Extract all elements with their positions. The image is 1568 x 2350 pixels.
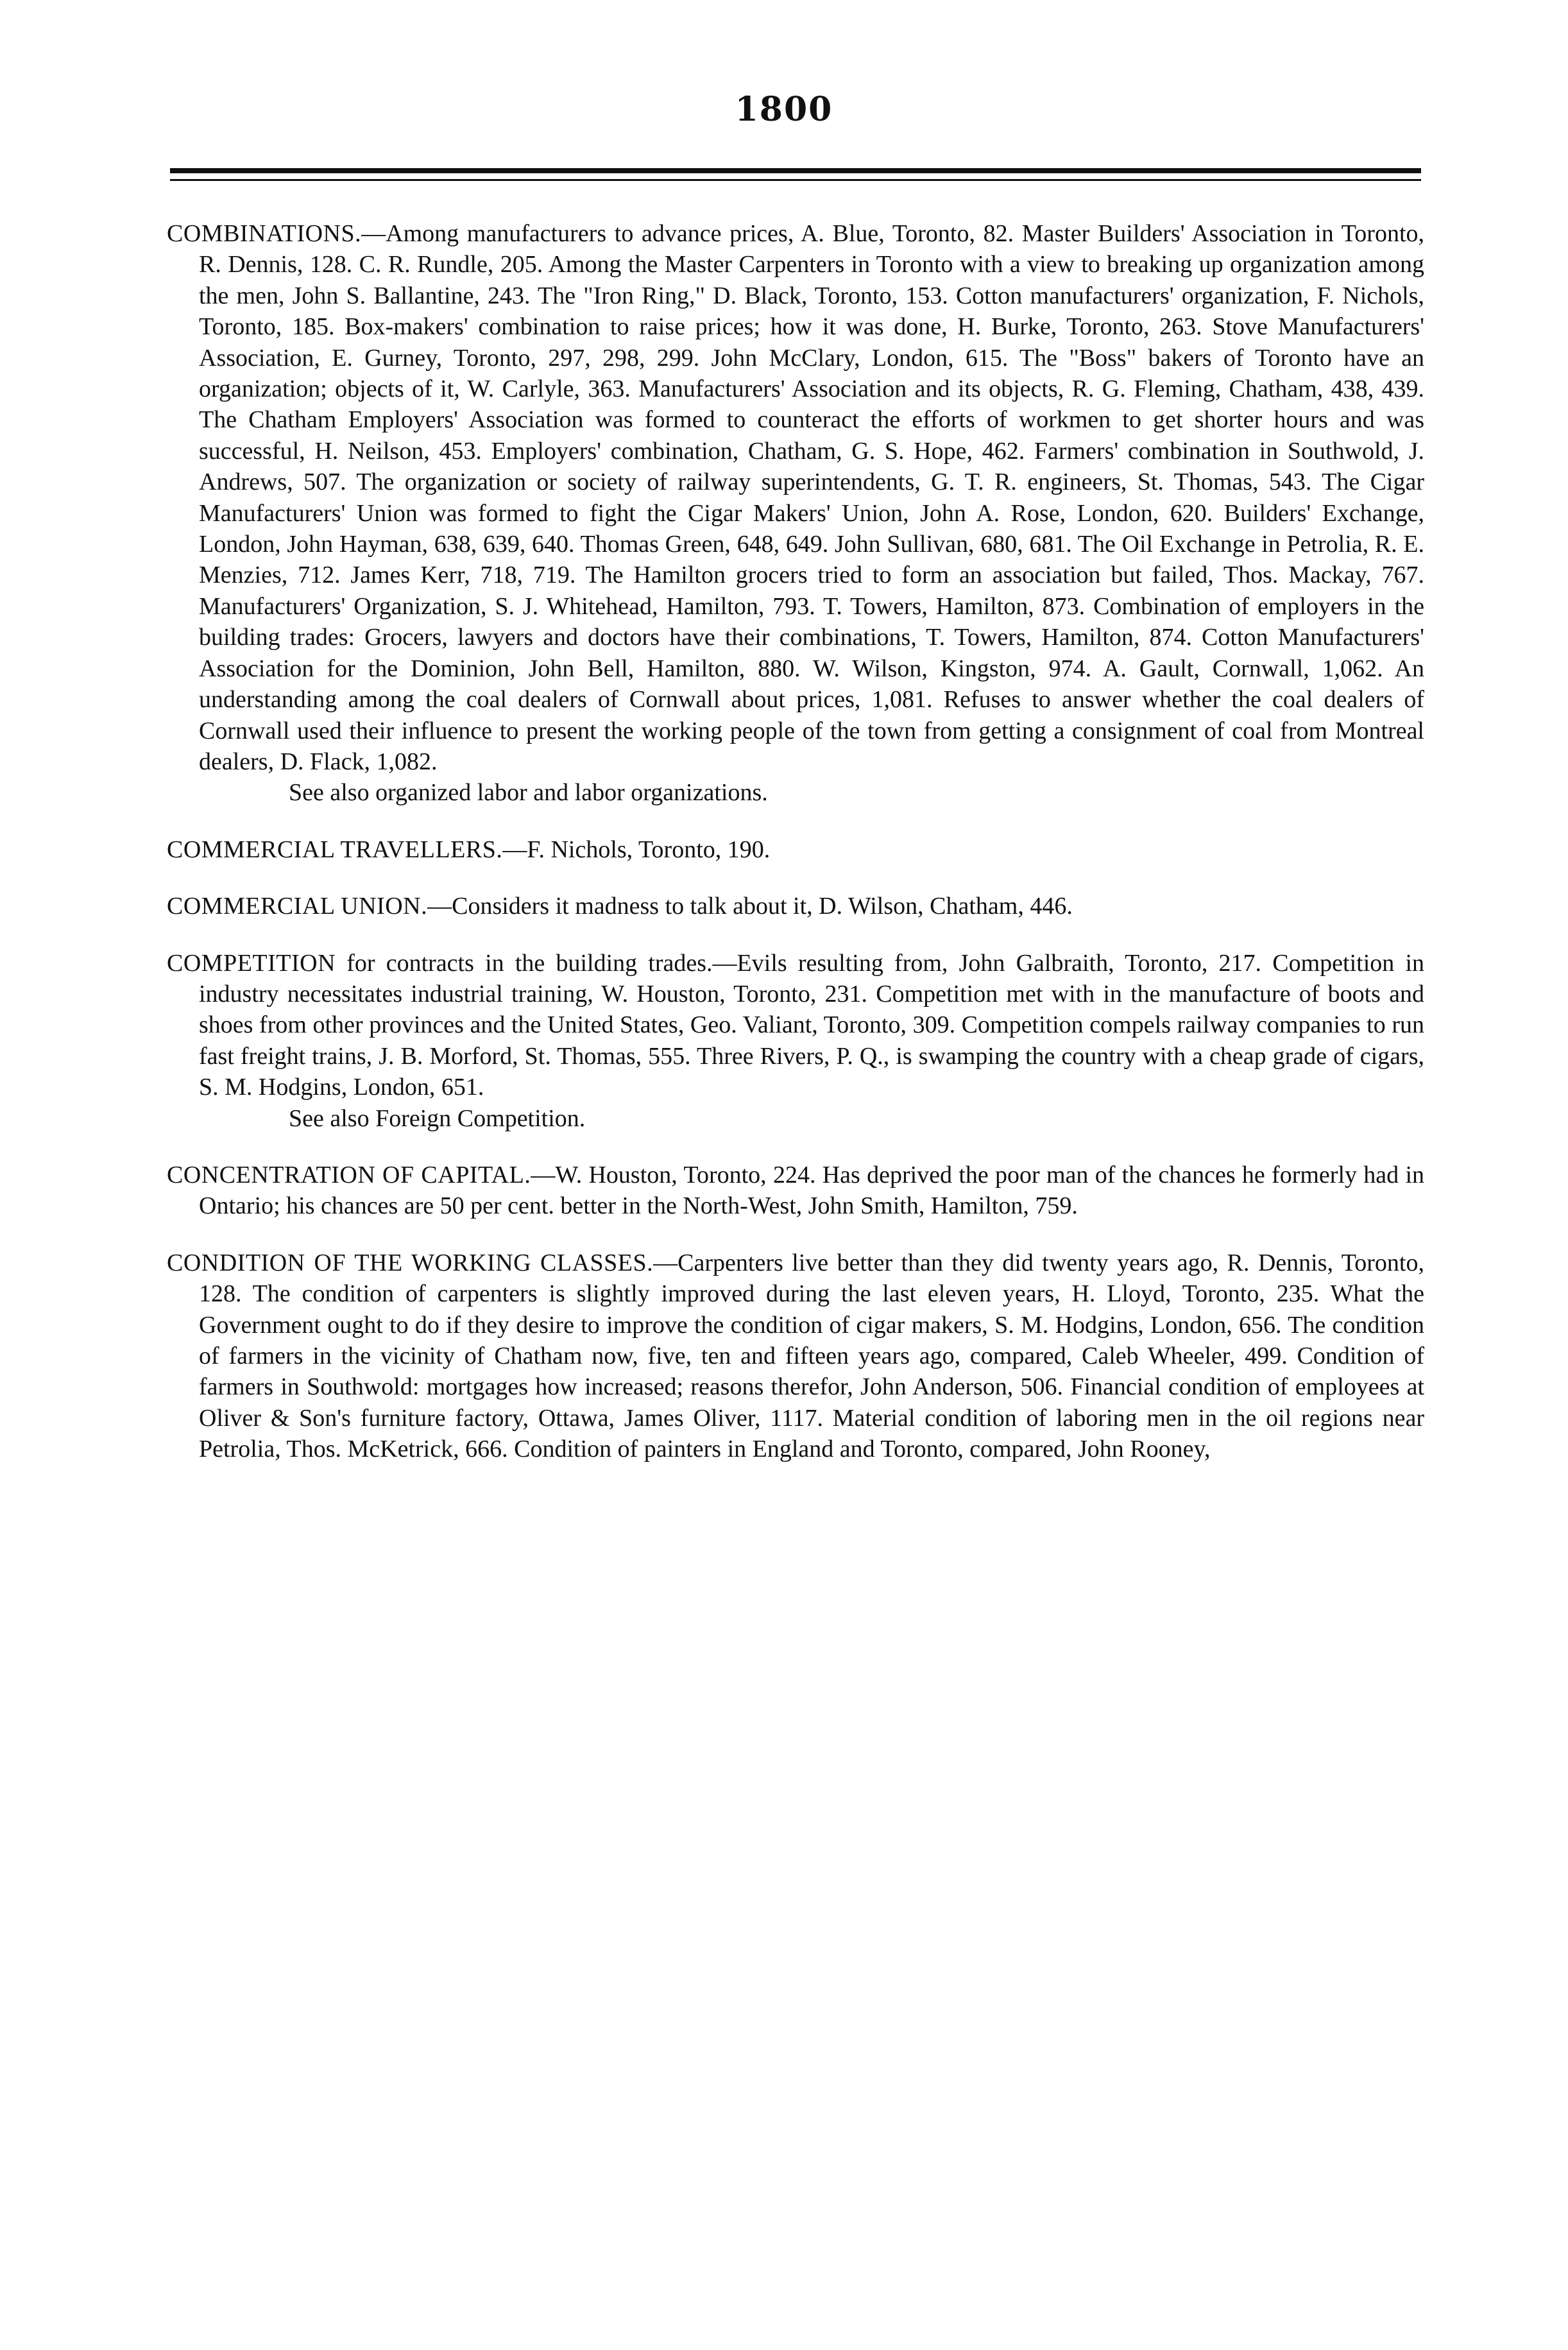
entry-heading: CONDITION OF THE WORKING CLASSES. [167, 1249, 654, 1276]
entry-concentration-of-capital [167, 1160, 1424, 1222]
entry-competition [167, 948, 1424, 1134]
entry-text: —W. Houston, Toronto, 224. Has deprived the poor man of the chances he formerly had in Ontario; his chances are 50 per cent. better in the North-West, John Smith, Hamilton, 759. [199, 1161, 1425, 1220]
see-also-note: See also organized labor and labor organizations. [289, 779, 768, 807]
entry-text: —Among manufacturers to advance prices, A. Blue, Toronto, 82. Master Builders' Association in Toronto, R. Dennis, 128. C. R. Rundle, 205. Among the Master Carpenters in Toronto with a view to breaking up organization among the men, John S. Ballantine, 243. The "Iron Ring," D. Black, Toronto, 153. Cotton manufacturers' organization, F. Nichols, Toronto, 185. Box-makers' combination to raise prices; how it was done, H. Burke, Toronto, 263. Stove Manufacturers' Association, E. Gurney, Toronto, 297, 298, 299. John McClary, London, 615. The "Boss" bakers of Toronto have an organization; objects of it, W. Carlyle, 363. Manufacturers' Association and its objects, R. G. Fleming, Chatham, 438, 439. The Chatham Employers' Association was formed to counteract the efforts of workmen to get shorter hours and was successful, H. Neilson, 453. Employers' combination, Chatham, G. S. Hope, 462. Farmers' combination in Southwold, J. Andrews, 507. The organization or society of railway superintendents, G. T. R. engineers, St. Thomas, 543. The Cigar Manufacturers' Union was formed to fight the Cigar Makers' Union, John A. Rose, London, 620. Builders' Exchange, London, John Hayman, 638, 639, 640. Thomas Green, 648, 649. John Sullivan, 680, 681. The Oil Exchange in Petrolia, R. E. Menzies, 712. James Kerr, 718, 719. The Hamilton grocers tried to form an association but failed, Thos. Mackay, 767. Manufacturers' Organization, S. J. Whitehead, Hamilton, 793. T. Towers, Hamilton, 873. Combination of employers in the building trades: Grocers, lawyers and doctors have their combinations, T. Towers, Hamilton, 874. Cotton Manufacturers' Association for the Dominion, John Bell, Hamilton, 880. W. Wilson, Kingston, 974. A. Gault, Cornwall, 1,062. An understanding among the coal dealers of Cornwall about prices, 1,081. Refuses to answer whether the coal dealers of Cornwall used their influence to present the working people of the town from getting a consignment of coal from Montreal dealers, D. Flack, 1,082. [199, 220, 1424, 775]
header-rule-thin [170, 179, 1421, 181]
entry-heading: CONCENTRATION OF CAPITAL. [167, 1161, 531, 1188]
entry-condition-of-working-classes [167, 1248, 1424, 1465]
see-also-note: See also Foreign Competition. [289, 1104, 586, 1132]
entry-commercial-travellers [167, 834, 1424, 865]
entry-heading: COMBINATIONS. [167, 220, 362, 247]
entry-heading: COMMERCIAL UNION. [167, 893, 428, 920]
index-content [167, 218, 1424, 1491]
entry-commercial-union [167, 891, 1424, 922]
entry-text: —Carpenters live better than they did twenty years ago, R. Dennis, Toronto, 128. The condition of carpenters is slightly improved during the last eleven years, H. Lloyd, Toronto, 235. What the Government ought to do if they desire to improve the condition of cigar makers, S. M. Hodgins, London, 656. The condition of farmers in the vicinity of Chatham now, five, ten and fifteen years ago, compared, Caleb Wheeler, 499. Condition of farmers in Southwold: mortgages how increased; reasons therefor, John Anderson, 506. Financial condition of employees at Oliver & Son's furniture factory, Ottawa, James Oliver, 1117. Material condition of laboring men in the oil regions near Petrolia, Thos. McKetrick, 666. Condition of painters in England and Toronto, compared, John Rooney, [199, 1249, 1424, 1463]
entry-text: —Considers it madness to talk about it, D. Wilson, Chatham, 446. [427, 893, 1073, 920]
header-rule [170, 168, 1421, 173]
entry-heading: COMMERCIAL TRAVELLERS. [167, 836, 503, 863]
page-number: 1800 [735, 90, 833, 129]
entry-heading: COMPETITION [167, 949, 336, 977]
entry-text: for contracts in the building trades.—Evils resulting from, John Galbraith, Toronto, 217. Competition in industry necessitates industrial training, W. Houston, Toronto, 231. Competition met with in the manufacture of boots and shoes from other provinces and the United States, Geo. Valiant, Toronto, 309. Competition compels railway companies to run fast freight trains, J. B. Morford, St. Thomas, 555. Three Rivers, P. Q., is swamping the country with a cheap grade of cigars, S. M. Hodgins, London, 651. [199, 949, 1424, 1101]
entry-combinations [167, 218, 1424, 809]
entry-text: —F. Nichols, Toronto, 190. [502, 836, 771, 863]
